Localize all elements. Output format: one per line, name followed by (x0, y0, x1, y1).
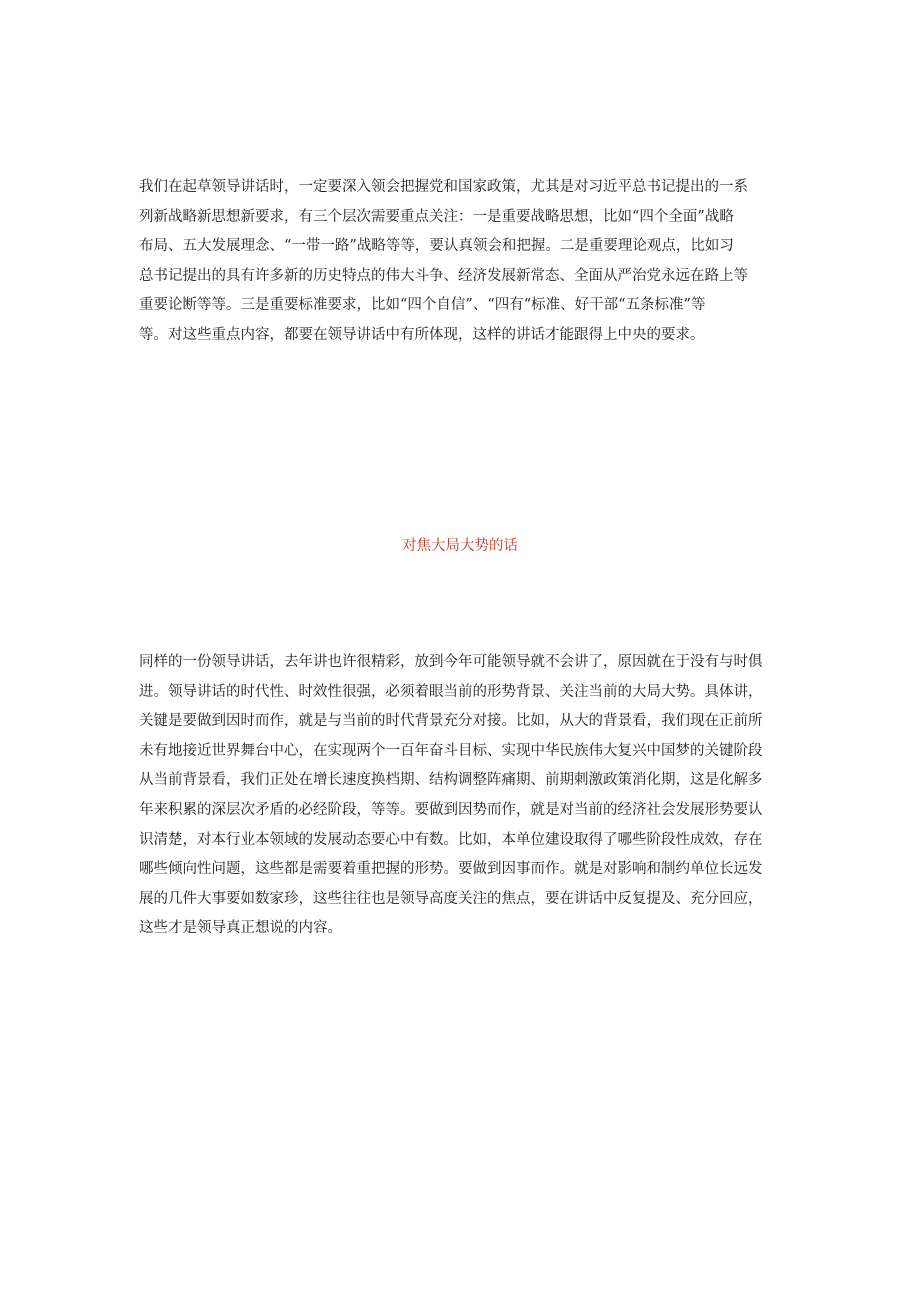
text-line: 未有地接近世界舞台中心，在实现两个一百年奋斗目标、实现中华民族伟大复兴中国梦的关键阶段 (139, 742, 763, 759)
paragraph-leader-speech-policy (139, 173, 748, 351)
text-line: 哪些倾向性问题，这些都是需要着重把握的形势。要做到因事而作。就是对影响和制约单位长远发 (139, 861, 763, 878)
text-line: 我们在起草领导讲话时，一定要深入领会把握党和国家政策，尤其是对习近平总书记提出的一系 (139, 179, 748, 195)
text-line: 关键是要做到因时而作，就是与当前的时代背景充分对接。比如，从大的背景看，我们现在正前所 (139, 713, 763, 730)
text-line: 重要论断等等。三是重要标准要求，比如“四个自信”、“四有“标准、好干部“五条标准”等 (139, 297, 706, 314)
text-line: 识清楚，对本行业本领域的发展动态要心中有数。比如，本单位建设取得了哪些阶段性成效，存在 (139, 831, 763, 848)
text-line: 同样的一份领导讲话，去年讲也许很精彩，放到今年可能领导就不会讲了，原因就在于没有与时俱 (139, 654, 763, 670)
text-line: 进。领导讲话的时代性、时效性很强，必须着眼当前的形势背景、关注当前的大局大势。具体讲， (139, 683, 763, 700)
text-line: 展的几件大事要如数家珍，这些往往也是领导高度关注的焦点，要在讲话中反复提及、充分回应， (139, 890, 763, 907)
text-line: 列新战略新思想新要求，有三个层次需要重点关注：一是重要战略思想，比如“四个全面”战略 (139, 208, 734, 225)
text-line: 布局、五大发展理念、“一带一路”战略等等，要认真领会和把握。二是重要理论观点，比如习 (139, 238, 734, 255)
text-line: 年来积累的深层次矛盾的必经阶段，等等。要做到因势而作，就是对当前的经济社会发展形势要认 (139, 801, 763, 818)
text-line: 总书记提出的具有许多新的历史特点的伟大斗争、经济发展新常态、全面从严治党永远在路上等 (139, 267, 748, 284)
text-line: 从当前背景看，我们正处在增长速度换档期、结构调整阵痛期、前期刺激政策消化期，这是化解多 (139, 772, 763, 789)
text-line: 等。对这些重点内容，都要在领导讲话中有所体现，这样的讲话才能跟得上中央的要求。 (139, 326, 705, 343)
text-line: 这些才是领导真正想说的内容。 (139, 920, 342, 937)
paragraph-big-picture (139, 648, 763, 944)
section-heading: 对焦大局大势的话 (402, 538, 518, 554)
